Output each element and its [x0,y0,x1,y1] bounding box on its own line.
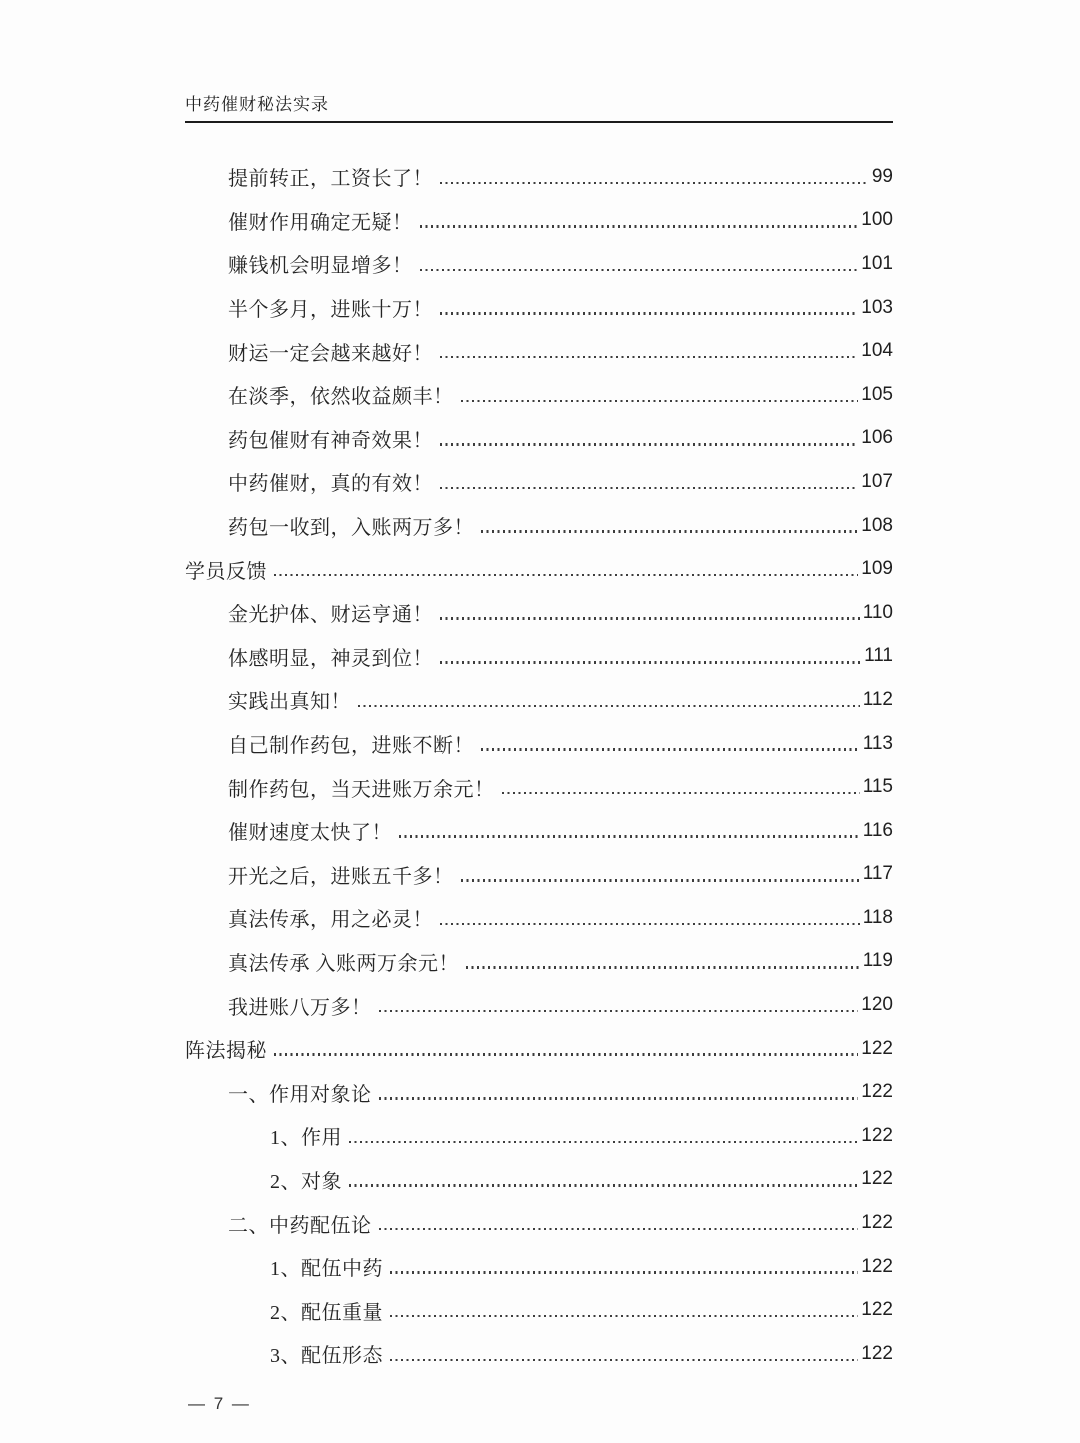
toc-entry-page: 120 [861,994,893,1016]
toc-entry-title: 催财作用确定无疑！ [228,211,413,234]
toc-entry-page: 117 [862,863,893,885]
toc-entry-page: 122 [861,1212,893,1234]
toc-entry[interactable] [185,504,893,548]
toc-entry[interactable] [185,417,893,461]
toc-entry[interactable] [185,1158,893,1202]
toc-dot-leader [358,705,860,708]
toc-entry-title: 体感明显，神灵到位！ [228,647,433,670]
toc-entry[interactable] [185,722,893,766]
toc-entry-title: 阵法揭秘 [185,1040,267,1063]
toc-dot-leader [349,1184,858,1187]
toc-entry-title: 二、中药配伍论 [228,1214,372,1237]
toc-entry-page: 116 [862,819,893,841]
toc-entry-title: 财运一定会越来越好！ [228,342,433,365]
toc-entry-title: 半个多月，进账十万！ [228,299,433,322]
toc-entry-title: 真法传承，用之必灵！ [228,909,433,932]
toc-dot-leader [390,1315,858,1318]
toc-dot-leader [420,269,859,272]
toc-dot-leader [274,1053,858,1056]
toc-entry-title: 学员反馈 [185,560,267,583]
toc-entry-title: 我进账八万多！ [228,996,372,1019]
toc-entry-title: 药包催财有神奇效果！ [228,429,433,452]
toc-entry-page: 110 [862,601,893,623]
toc-entry[interactable] [185,1288,893,1332]
toc-entry-title: 一、作用对象论 [228,1083,372,1106]
toc-dot-leader [440,182,869,185]
toc-entry-title: 赚钱机会明显增多！ [228,255,413,278]
toc-entry-page: 115 [862,776,893,798]
toc-entry-title: 自己制作药包，进账不断！ [228,735,474,758]
toc-entry-page: 101 [861,252,893,274]
toc-entry[interactable] [185,1332,893,1376]
toc-dot-leader [461,400,859,403]
toc-dot-leader [440,661,861,664]
toc-entry[interactable] [185,853,893,897]
toc-entry-page: 113 [862,732,893,754]
toc-entry[interactable] [185,809,893,853]
toc-entry[interactable] [185,896,893,940]
toc-entry-page: 122 [861,1124,893,1146]
toc-dot-leader [379,1228,859,1231]
toc-entry-title: 中药催财，真的有效！ [228,473,433,496]
toc-entry-page: 108 [861,514,893,536]
toc-dot-leader [502,792,860,795]
toc-entry[interactable] [185,373,893,417]
toc-entry-title: 真法传承 入账两万余元！ [228,952,459,975]
toc-entry[interactable] [185,678,893,722]
toc-dot-leader [399,835,860,838]
toc-entry-title: 开光之后，进账五千多！ [228,865,454,888]
toc-entry[interactable] [185,765,893,809]
toc-entry-title: 2、对象 [270,1170,342,1193]
toc-dot-leader [466,966,860,969]
toc-entry[interactable] [185,940,893,984]
toc-entry-page: 122 [861,1168,893,1190]
toc-entry-title: 1、作用 [270,1127,342,1150]
toc-entry[interactable] [185,547,893,591]
toc-entry-page: 109 [861,558,893,580]
document-title: 中药催财秘法实录 [185,95,329,114]
toc-entry-page: 118 [862,906,893,928]
toc-entry[interactable] [185,635,893,679]
toc-entry[interactable] [185,460,893,504]
toc-dot-leader [420,225,859,228]
toc-dot-leader [379,1097,859,1100]
toc-entry-page: 122 [861,1255,893,1277]
toc-dot-leader [481,748,860,751]
toc-entry[interactable] [185,1201,893,1245]
toc-entry-page: 99 [871,165,893,187]
toc-entry-title: 2、配伍重量 [270,1301,383,1324]
toc-entry[interactable] [185,591,893,635]
page-number-footer: — 7 — [188,1394,251,1413]
toc-entry-title: 制作药包，当天进账万余元！ [228,778,495,801]
toc-entry[interactable] [185,1070,893,1114]
toc-dot-leader [440,312,858,315]
toc-entry-page: 119 [862,950,893,972]
toc-entry[interactable] [185,329,893,373]
toc-dot-leader [274,574,858,577]
toc-entry-title: 在淡季，依然收益颇丰！ [228,386,454,409]
toc-entry[interactable] [185,983,893,1027]
toc-entry-page: 105 [861,383,893,405]
toc-dot-leader [440,443,858,446]
toc-dot-leader [349,1141,858,1144]
toc-entry[interactable] [185,286,893,330]
toc-entry-page: 103 [861,296,893,318]
toc-entry-page: 100 [861,209,893,231]
toc-entry-page: 122 [861,1342,893,1364]
toc-entry-page: 122 [861,1299,893,1321]
toc-dot-leader [379,1010,859,1013]
toc-entry-page: 104 [861,340,893,362]
toc-entry-title: 催财速度太快了！ [228,822,392,845]
page-content [185,0,893,1376]
toc-dot-leader [440,617,860,620]
toc-entry[interactable] [185,199,893,243]
toc-entry-title: 药包一收到，入账两万多！ [228,517,474,540]
toc-entry-title: 3、配伍形态 [270,1345,383,1368]
toc-entry[interactable] [185,155,893,199]
running-header [185,90,893,123]
toc-dot-leader [440,923,860,926]
toc-dot-leader [390,1359,858,1362]
toc-entry-page: 107 [861,470,893,492]
toc-dot-leader [440,487,858,490]
toc-entry[interactable] [185,1027,893,1071]
toc-entry[interactable] [185,1114,893,1158]
toc-list [185,155,893,1376]
toc-dot-leader [440,356,858,359]
toc-entry-title: 实践出真知！ [228,691,351,714]
toc-dot-leader [481,530,858,533]
toc-entry-title: 1、配伍中药 [270,1258,383,1281]
toc-dot-leader [461,879,860,882]
toc-dot-leader [390,1271,858,1274]
toc-entry-page: 111 [864,645,893,667]
toc-entry[interactable] [185,242,893,286]
toc-entry-page: 122 [861,1037,893,1059]
toc-entry-title: 提前转正，工资长了！ [228,168,433,191]
toc-entry-page: 122 [861,1081,893,1103]
toc-entry-title: 金光护体、财运亨通！ [228,604,433,627]
toc-entry[interactable] [185,1245,893,1289]
toc-entry-page: 106 [861,427,893,449]
toc-entry-page: 112 [862,688,893,710]
